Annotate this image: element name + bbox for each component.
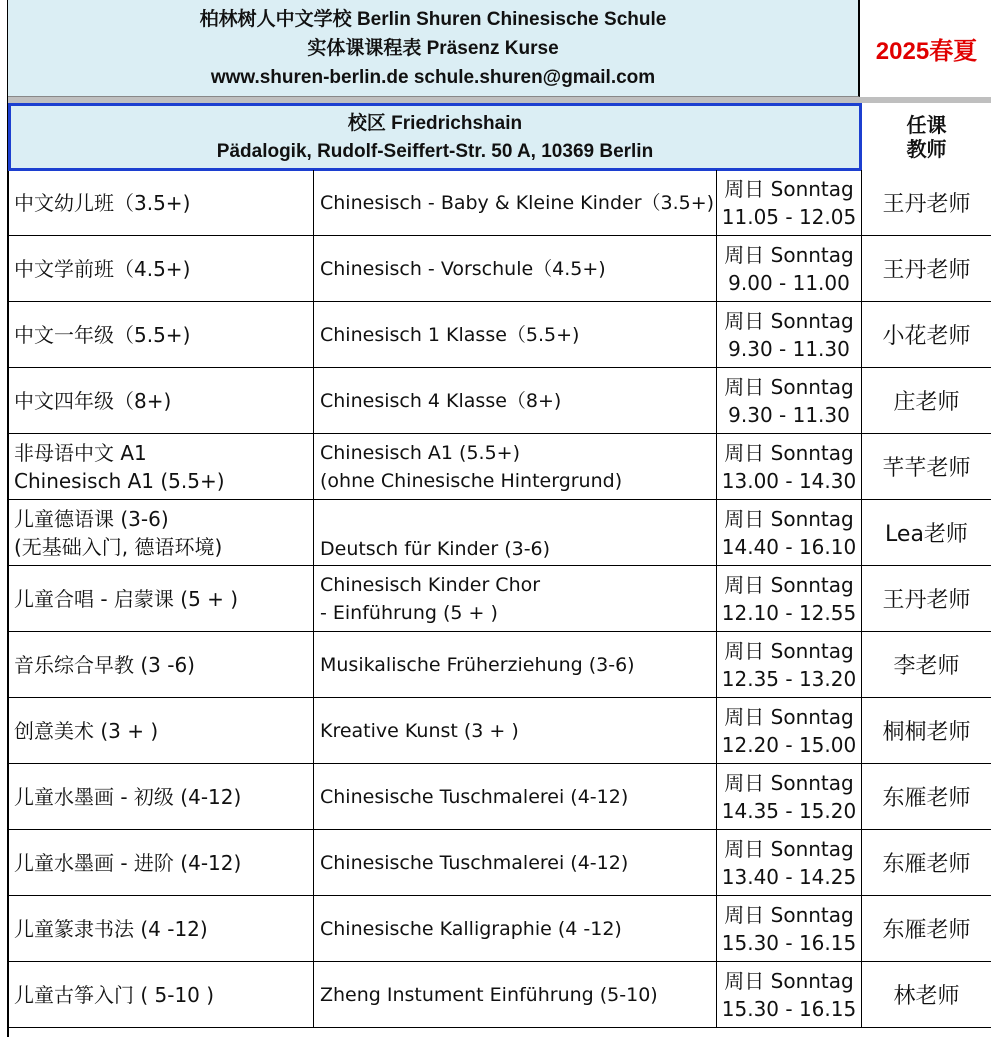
course-time: 15.30 - 16.15: [721, 996, 857, 1021]
chinese-course-cell: [8, 566, 314, 631]
schedule-cell: [717, 236, 862, 301]
course-name-cn: 中文四年级（8+): [14, 388, 172, 413]
course-day: 周日 Sonntag: [724, 902, 854, 927]
german-course-cell: [314, 962, 717, 1027]
teacher-cell: [862, 434, 991, 499]
table-row: [8, 170, 991, 236]
schedule-cell: [717, 962, 862, 1027]
teacher-name: 王丹老师: [882, 258, 971, 283]
table-row: [8, 500, 991, 566]
teacher-name: 东雁老师: [882, 786, 971, 811]
teacher-name: 王丹老师: [882, 192, 971, 217]
teacher-cell: [862, 500, 991, 565]
schedule-cell: [717, 170, 862, 235]
german-course-cell: [314, 500, 717, 565]
chinese-course-cell: [8, 302, 314, 367]
teacher-cell: [862, 236, 991, 301]
table-row: [8, 368, 991, 434]
german-course-cell: [314, 632, 717, 697]
course-time: 9.00 - 11.00: [728, 270, 850, 295]
table-row: [8, 632, 991, 698]
course-time: 9.30 - 11.30: [728, 402, 850, 427]
table-row: [8, 302, 991, 368]
table-row: [8, 830, 991, 896]
teacher-header-line2: 教师: [906, 137, 947, 161]
course-name-de: Chinesische Tuschmalerei (4-12): [320, 851, 629, 874]
schedule-cell: [717, 566, 862, 631]
course-name-de-line2: - Einführung (5 + ): [320, 601, 498, 624]
table-row: [8, 698, 991, 764]
course-day: 周日 Sonntag: [724, 506, 854, 531]
chinese-course-cell: [8, 170, 314, 235]
schedule-cell: [717, 434, 862, 499]
chinese-course-cell: [8, 434, 314, 499]
course-time: 12.20 - 15.00: [721, 732, 857, 757]
course-day: 周日 Sonntag: [724, 440, 854, 465]
course-day: 周日 Sonntag: [724, 308, 854, 333]
teacher-cell: [862, 368, 991, 433]
teacher-name: 王丹老师: [882, 588, 971, 613]
course-day: 周日 Sonntag: [724, 968, 854, 993]
teacher-cell: [862, 764, 991, 829]
teacher-cell: [862, 632, 991, 697]
course-name-cn: 非母语中文 A1: [14, 440, 147, 465]
schedule-cell: [717, 896, 862, 961]
course-time: 11.05 - 12.05: [721, 204, 857, 229]
schedule-cell: [717, 500, 862, 565]
course-day: 周日 Sonntag: [724, 242, 854, 267]
course-name-cn: 中文幼儿班（3.5+): [14, 190, 191, 215]
school-name: 柏林树人中文学校 Berlin Shuren Chinesische Schule: [199, 9, 667, 30]
course-name-de-line2: (ohne Chinesische Hintergrund): [320, 469, 623, 492]
german-course-cell: [314, 368, 717, 433]
course-name-de: Kreative Kunst (3 + ): [320, 719, 519, 742]
course-time: 14.35 - 15.20: [721, 798, 857, 823]
teacher-header-line1: 任课: [906, 113, 947, 137]
teacher-cell: [862, 962, 991, 1027]
teacher-name: 庄老师: [893, 390, 960, 415]
course-day: 周日 Sonntag: [724, 572, 854, 597]
contact-line: www.shuren-berlin.de schule.shuren@gmail.com: [210, 67, 656, 88]
course-name-de: Chinesisch 4 Klasse（8+): [320, 389, 562, 412]
course-name-de: Chinesisch Kinder Chor: [320, 573, 541, 596]
course-name-cn-line2: Chinesisch A1 (5.5+): [14, 468, 225, 493]
school-header: [8, 0, 860, 97]
course-name-de: Chinesisch A1 (5.5+): [320, 441, 521, 464]
course-name-de: Deutsch für Kinder (3-6): [320, 538, 551, 560]
teacher-cell: [862, 302, 991, 367]
teacher-name: 芊芊老师: [882, 456, 971, 481]
teacher-name: 小花老师: [882, 324, 971, 349]
course-name-cn: 音乐综合早教 (3 -6): [14, 652, 195, 677]
course-name-cn: 儿童水墨画 - 初级 (4-12): [14, 784, 242, 809]
chinese-course-cell: [8, 368, 314, 433]
course-name-de: Chinesisch - Vorschule（4.5+): [320, 257, 606, 280]
german-course-cell: [314, 434, 717, 499]
teacher-cell: [862, 698, 991, 763]
course-time: 9.30 - 11.30: [728, 336, 850, 361]
chinese-course-cell: [8, 632, 314, 697]
term-label: 2025春夏: [862, 0, 991, 97]
course-day: 周日 Sonntag: [724, 638, 854, 663]
campus-address: Pädalogik, Rudolf-Seiffert-Str. 50 A, 10369 Berlin: [216, 141, 654, 162]
schedule-cell: [717, 764, 862, 829]
course-name-de: Chinesisch 1 Klasse（5.5+): [320, 323, 580, 346]
teacher-name: 东雁老师: [882, 918, 971, 943]
schedule-title: 实体课课程表 Präsenz Kurse: [307, 38, 559, 59]
campus-box: [8, 103, 862, 171]
teacher-name: Lea老师: [885, 522, 968, 547]
course-day: 周日 Sonntag: [724, 374, 854, 399]
chinese-course-cell: [8, 500, 314, 565]
campus-name: 校区 Friedrichshain: [347, 113, 523, 134]
german-course-cell: [314, 830, 717, 895]
course-name-cn: 儿童合唱 - 启蒙课 (5 + ): [14, 586, 239, 611]
course-day: 周日 Sonntag: [724, 704, 854, 729]
table-row: [8, 764, 991, 830]
table-row: [8, 962, 991, 1028]
german-course-cell: [314, 896, 717, 961]
teacher-cell: [862, 566, 991, 631]
course-time: 13.00 - 14.30: [721, 468, 857, 493]
course-time: 14.40 - 16.10: [721, 534, 857, 559]
teacher-name: 李老师: [893, 654, 960, 679]
course-name-cn: 中文学前班（4.5+): [14, 256, 191, 281]
table-row: [8, 434, 991, 500]
course-time: 12.35 - 13.20: [721, 666, 857, 691]
course-time: 13.40 - 14.25: [721, 864, 857, 889]
course-time: 12.10 - 12.55: [721, 600, 857, 625]
chinese-course-cell: [8, 698, 314, 763]
course-name-cn: 儿童水墨画 - 进阶 (4-12): [14, 850, 242, 875]
course-name-de: Chinesische Tuschmalerei (4-12): [320, 785, 629, 808]
german-course-cell: [314, 302, 717, 367]
course-name-cn: 创意美术 (3 + ): [14, 718, 159, 743]
course-name-de: Musikalische Früherziehung (3-6): [320, 653, 635, 676]
chinese-course-cell: [8, 896, 314, 961]
german-course-cell: [314, 170, 717, 235]
course-name-cn-line2: (无基础入门, 德语环境): [14, 534, 223, 559]
german-course-cell: [314, 566, 717, 631]
teacher-name: 林老师: [893, 984, 960, 1009]
course-name-cn: 儿童篆隶书法 (4 -12): [14, 916, 208, 941]
chinese-course-cell: [8, 830, 314, 895]
chinese-course-cell: [8, 764, 314, 829]
course-day: 周日 Sonntag: [724, 770, 854, 795]
teacher-name: 东雁老师: [882, 852, 971, 877]
teacher-cell: [862, 830, 991, 895]
course-name-cn: 儿童古筝入门 ( 5-10 ): [14, 982, 215, 1007]
course-day: 周日 Sonntag: [724, 836, 854, 861]
german-course-cell: [314, 698, 717, 763]
course-name-cn: 中文一年级（5.5+): [14, 322, 191, 347]
german-course-cell: [314, 764, 717, 829]
schedule-cell: [717, 368, 862, 433]
course-name-cn: 儿童德语课 (3-6): [14, 506, 169, 531]
table-row: [8, 566, 991, 632]
german-course-cell: [314, 236, 717, 301]
course-name-de: Chinesische Kalligraphie (4 -12): [320, 917, 622, 940]
schedule-cell: [717, 698, 862, 763]
teacher-cell: [862, 170, 991, 235]
teacher-column-header: [862, 103, 991, 171]
course-table: [8, 170, 991, 1028]
chinese-course-cell: [8, 962, 314, 1027]
schedule-cell: [717, 830, 862, 895]
table-row: [8, 236, 991, 302]
course-name-de: Zheng Instument Einführung (5-10): [320, 983, 658, 1006]
course-name-de: Chinesisch - Baby & Kleine Kinder（3.5+): [320, 191, 715, 214]
teacher-name: 桐桐老师: [882, 720, 971, 745]
schedule-cell: [717, 632, 862, 697]
schedule-cell: [717, 302, 862, 367]
chinese-course-cell: [8, 236, 314, 301]
teacher-cell: [862, 896, 991, 961]
table-row: [8, 896, 991, 962]
course-time: 15.30 - 16.15: [721, 930, 857, 955]
course-day: 周日 Sonntag: [724, 176, 854, 201]
